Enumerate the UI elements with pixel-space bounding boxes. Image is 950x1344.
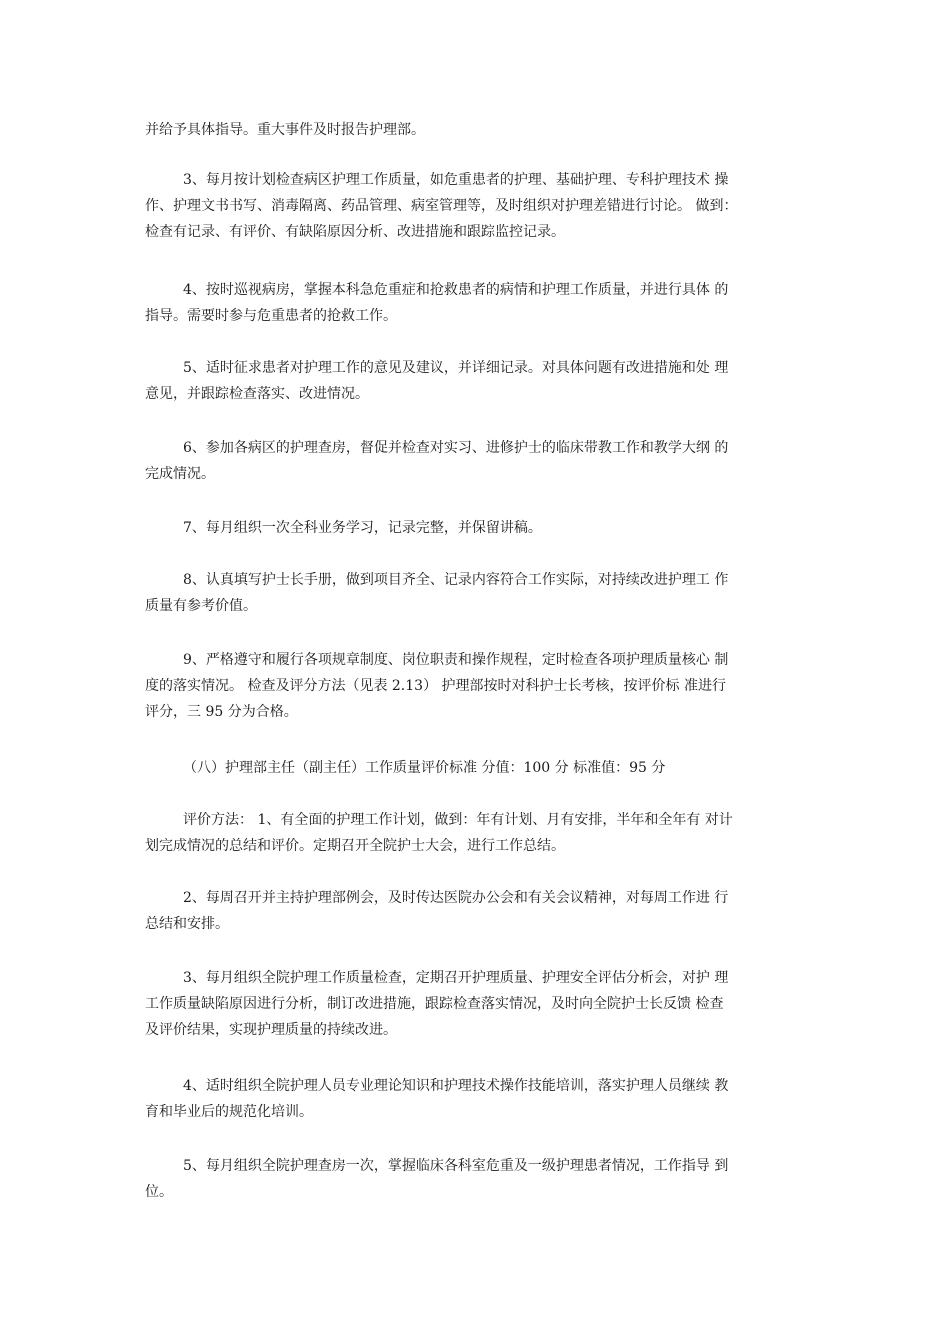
text-line: 3、每月按计划检查病区护理工作质量，如危重患者的护理、基础护理、专科护理技术 操 — [183, 172, 729, 188]
section-heading — [145, 755, 820, 781]
text-line: 6、参加各病区的护理查房，督促并检查对实习、进修护士的临床带教工作和教学大纲 的 — [183, 440, 729, 456]
paragraph — [145, 1073, 820, 1125]
paragraph — [145, 965, 820, 1043]
text-line: 5、适时征求患者对护理工作的意见及建议，并详细记录。对具体问题有改进措施和处 理 — [183, 360, 729, 376]
paragraph — [145, 647, 820, 725]
paragraph — [145, 567, 820, 619]
text-line: 评价方法： 1、有全面的护理工作计划，做到：年有计划、月有安排，半年和全年有 对计 — [183, 812, 733, 828]
paragraph — [145, 435, 820, 487]
text-line: 4、按时巡视病房，掌握本科急危重症和抢救患者的病情和护理工作质量，并进行具体 的 — [183, 282, 729, 298]
text-line: 育和毕业后的规范化培训。 — [145, 1104, 313, 1120]
paragraph — [145, 515, 820, 541]
text-line: 5、每月组织全院护理查房一次，掌握临床各科室危重及一级护理患者情况，工作指导 到 — [183, 1158, 729, 1174]
text-line: 位。 — [145, 1184, 173, 1200]
paragraph — [145, 807, 820, 859]
paragraph — [145, 885, 820, 937]
paragraph — [145, 117, 820, 143]
text-line: 总结和安排。 — [145, 916, 229, 932]
text-line: 并给予具体指导。重大事件及时报告护理部。 — [145, 122, 425, 138]
paragraph — [145, 1153, 820, 1205]
text-line: 质量有参考价值。 — [145, 598, 257, 614]
text-line: 8、认真填写护士长手册，做到项目齐全、记录内容符合工作实际，对持续改进护理工 作 — [183, 572, 729, 588]
text-line: 划完成情况的总结和评价。定期召开全院护士大会，进行工作总结。 — [145, 838, 565, 854]
text-line: 7、每月组织一次全科业务学习，记录完整，并保留讲稿。 — [183, 520, 542, 536]
text-line: 2、每周召开并主持护理部例会，及时传达医院办公会和有关会议精神，对每周工作进 行 — [183, 890, 729, 906]
text-line: 作、护理文书书写、消毒隔离、药品管理、病室管理等，及时组织对护理差错进行讨论。 做到： — [145, 198, 738, 214]
text-line: 9、严格遵守和履行各项规章制度、岗位职责和操作规程，定时检查各项护理质量核心 制 — [183, 652, 729, 668]
text-line: （八）护理部主任（副主任）工作质量评价标准 分值：100 分 标准值：95 分 — [183, 760, 666, 776]
text-line: 及评价结果，实现护理质量的持续改进。 — [145, 1022, 397, 1038]
text-line: 检查有记录、有评价、有缺陷原因分析、改进措施和跟踪监控记录。 — [145, 224, 565, 240]
text-line: 度的落实情况。 检查及评分方法（见表 2.13） 护理部按时对科护士长考核，按评价标 准进行 — [145, 678, 726, 694]
paragraph — [145, 277, 820, 329]
paragraph — [145, 355, 820, 407]
text-line: 意见，并跟踪检查落实、改进情况。 — [145, 386, 369, 402]
paragraph — [145, 167, 820, 245]
text-line: 评分，三 95 分为合格。 — [145, 704, 298, 720]
text-line: 4、适时组织全院护理人员专业理论知识和护理技术操作技能培训，落实护理人员继续 教 — [183, 1078, 729, 1094]
text-line: 完成情况。 — [145, 466, 215, 482]
text-line: 指导。需要时参与危重患者的抢救工作。 — [145, 308, 397, 324]
text-line: 3、每月组织全院护理工作质量检查，定期召开护理质量、护理安全评估分析会，对护 理 — [183, 970, 729, 986]
text-line: 工作质量缺陷原因进行分析，制订改进措施，跟踪检查落实情况，及时向全院护士长反馈 检查 — [145, 996, 724, 1012]
